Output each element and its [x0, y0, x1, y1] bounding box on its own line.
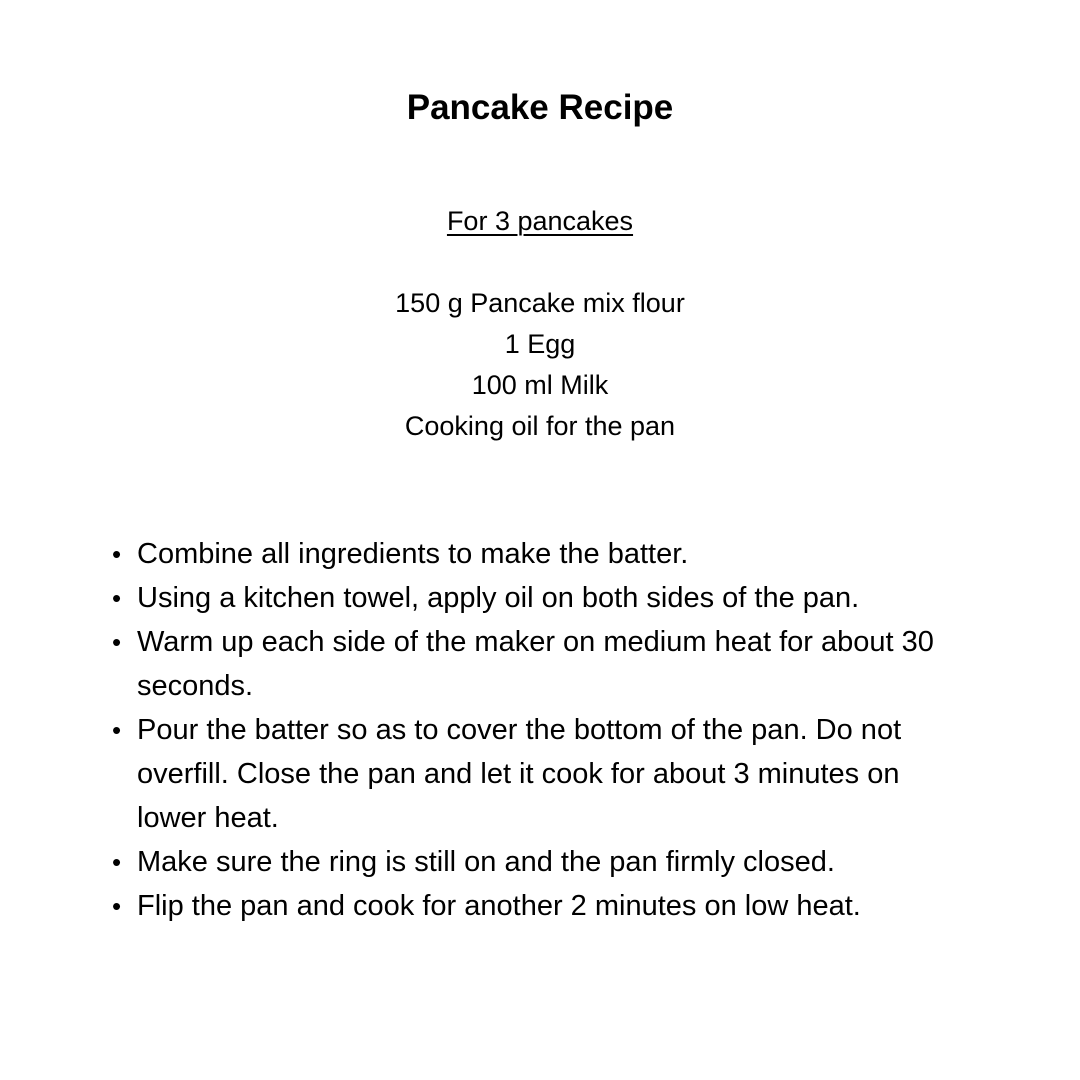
step-item — [112, 840, 952, 884]
bullet-icon: • — [112, 627, 122, 657]
step-item — [112, 532, 952, 576]
bullet-icon: • — [112, 847, 122, 877]
bullet-icon: • — [112, 715, 122, 745]
ingredient-item: 150 g Pancake mix flour — [395, 288, 685, 318]
ingredients-list — [0, 283, 1080, 447]
ingredient-item: Cooking oil for the pan — [404, 411, 676, 441]
bullet-icon: • — [112, 891, 122, 921]
steps-list — [112, 532, 952, 928]
step-text: Warm up each side of the maker on medium heat for about 30 seconds. — [137, 626, 934, 702]
step-text: Using a kitchen towel, apply oil on both sides of the pan. — [137, 582, 860, 614]
step-text: Pour the batter so as to cover the bottom of the pan. Do not overfill. Close the pan and let it cook for about 3 minutes on lower heat. — [137, 714, 902, 834]
step-text: Combine all ingredients to make the batter. — [137, 538, 689, 570]
step-item — [112, 576, 952, 620]
step-text: Make sure the ring is still on and the pan firmly closed. — [137, 846, 835, 878]
bullet-icon: • — [112, 583, 122, 613]
step-item — [112, 884, 952, 928]
step-item — [112, 708, 952, 840]
page-title: Pancake Recipe — [406, 88, 674, 127]
ingredient-item: 100 ml Milk — [471, 370, 609, 400]
step-item — [112, 620, 952, 708]
bullet-icon: • — [112, 539, 122, 569]
ingredient-item: 1 Egg — [504, 329, 576, 359]
servings-heading: For 3 pancakes — [446, 206, 634, 236]
step-text: Flip the pan and cook for another 2 minutes on low heat. — [137, 890, 861, 922]
